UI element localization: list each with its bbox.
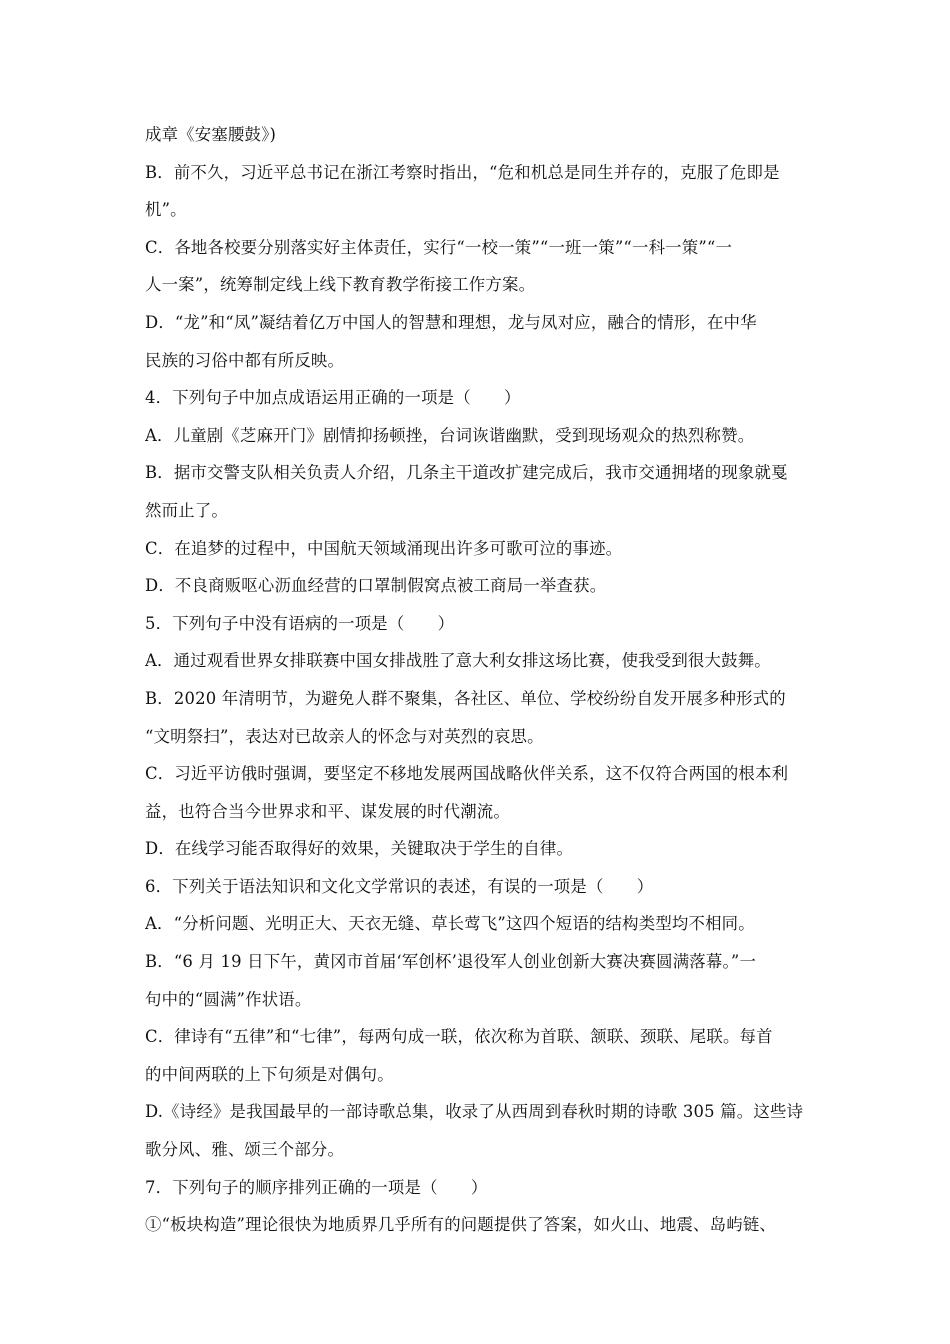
question-6-option-b: B．“6 月 19 日下午，黄冈市首届‘军创杯’退役军人创业创新大赛决赛圆满落幕。”一 [145,952,757,972]
text-line: “文明祭扫”，表达对已故亲人的怀念与对英烈的哀思。 [145,726,544,746]
question-6-stem: 6．下列关于语法知识和文化文学常识的表述，有误的一项是（ ） [145,876,654,896]
question-4-option-b: B．据市交警支队相关负责人介绍，几条主干道改扩建完成后，我市交通拥堵的现象就戛 [145,463,788,483]
question-4-stem: 4．下列句子中加点成语运用正确的一项是（ ） [145,388,521,408]
question-5-option-c: C．习近平访俄时强调，要坚定不移地发展两国战略伙伴关系，这不仅符合两国的根本利 [145,764,789,784]
question-5-option-b: B．2020 年清明节，为避免人群不聚集，各社区、单位、学校纷纷自发开展多种形式的 [145,688,786,708]
question-7-sentence-1: ①“板块构造”理论很快为地质界几乎所有的问题提供了答案，如火山、地震、岛屿链、 [145,1215,777,1235]
text-line: 成章《安塞腰鼓》) [145,125,277,144]
option-c-line: C．各地各校要分别落实好主体责任，实行“一校一策”“一班一策”“一科一策”“一 [145,237,733,257]
option-b-line: B．前不久，习近平总书记在浙江考察时指出，“危和机总是同生并存的，克服了危即是 [145,162,780,182]
question-6-option-c: C．律诗有“五律”和“七律”，每两句成一联，依次称为首联、颔联、颈联、尾联。每首 [145,1027,773,1047]
question-5-option-a: A．通过观看世界女排联赛中国女排战胜了意大利女排这场比赛，使我受到很大鼓舞。 [145,651,771,671]
question-4-option-c: C．在追梦的过程中，中国航天领域涌现出许多可歌可泣的事迹。 [145,538,623,558]
option-d-line: D．“龙”和“凤”凝结着亿万中国人的智慧和理想，龙与凤对应，融合的情形，在中华 [145,312,757,332]
text-line: 句中的“圆满”作状语。 [145,989,312,1009]
question-6-option-d: D.《诗经》是我国最早的一部诗歌总集，收录了从西周到春秋时期的诗歌 305 篇。这些诗 [145,1102,804,1122]
question-4-option-a: A．儿童剧《芝麻开门》剧情抑扬顿挫，台词诙谐幽默，受到现场观众的热烈称赞。 [145,425,755,445]
text-line: 人一案”，统筹制定线上线下教育教学衔接工作方案。 [145,275,536,295]
question-7-stem: 7．下列句子的顺序排列正确的一项是（ ） [145,1177,488,1197]
text-line: 歌分风、雅、颂三个部分。 [145,1140,345,1160]
text-line: 然而止了。 [145,500,228,520]
text-line: 益，也符合当今世界求和平、谋发展的时代潮流。 [145,801,510,821]
question-4-option-d: D．不良商贩呕心沥血经营的口罩制假窝点被工商局一举查获。 [145,576,607,596]
question-6-option-a: A．“分析问题、光明正大、天衣无缝、草长莺飞”这四个短语的结构类型均不相同。 [145,914,755,934]
question-5-option-d: D．在线学习能否取得好的效果，关键取决于学生的自律。 [145,839,574,859]
text-line: 机”。 [145,200,187,220]
document-body [145,116,805,1244]
text-line: 的中间两联的上下句须是对偶句。 [145,1064,394,1084]
question-5-stem: 5．下列句子中没有语病的一项是（ ） [145,613,455,633]
text-line: 民族的习俗中都有所反映。 [145,350,345,370]
